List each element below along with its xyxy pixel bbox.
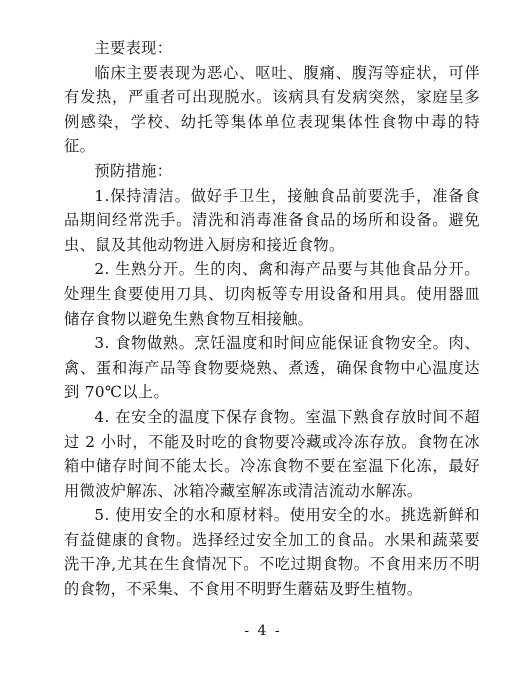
document-body bbox=[64, 36, 480, 602]
page-number: - 4 - bbox=[244, 623, 282, 639]
paragraph-separate-raw-cooked: 2. 生熟分开。生的肉、禽和海产品要与其他食品分开。处理生食要使用刀具、切肉板等专用设备和用具。使用器皿储存食物以避免生熟食物互相接触。 bbox=[64, 260, 480, 328]
paragraph-cook-thoroughly: 3. 食物做熟。烹饪温度和时间应能保证食物安全。肉、禽、蛋和海产品等食物要烧熟、煮透，确保食物中心温度达到 70℃以上。 bbox=[64, 334, 480, 402]
section-heading-main-symptoms: 主要表现： bbox=[94, 39, 173, 57]
paragraph-safe-temperature: 4. 在安全的温度下保存食物。室温下熟食存放时间不超过 2 小时，不能及时吃的食物要冷藏或冷冻存放。食物在冰箱中储存时间不能太长。冷冻食物不要在室温下化冻，最好用微波炉解冻、冰箱冷藏室解冻或清洁流动水解冻。 bbox=[64, 407, 480, 500]
section-heading-prevention: 预防措施： bbox=[94, 161, 173, 180]
paragraph-clinical-symptoms: 临床主要表现为恶心、呕吐、腹痛、腹泻等症状，可伴有发热，严重者可出现脱水。该病具有发病突然，家庭呈多例感染，学校、幼托等集体单位表现集体性食物中毒的特征。 bbox=[64, 63, 480, 156]
paragraph-safe-water-materials: 5. 使用安全的水和原材料。使用安全的水。挑选新鲜和有益健康的食物。选择经过安全加工的食品。水果和蔬菜要洗干净,尤其在生食情况下。不吃过期食物。不食用来历不明的食物，不采集、不食用不明野生蘑菇及野生植物。 bbox=[64, 506, 480, 599]
paragraph-keep-clean: 1.保持清洁。做好手卫生，接触食品前要洗手，准备食品期间经常洗手。清洗和消毒准备食品的场所和设备。避免虫、鼠及其他动物进入厨房和接近食物。 bbox=[64, 186, 480, 254]
